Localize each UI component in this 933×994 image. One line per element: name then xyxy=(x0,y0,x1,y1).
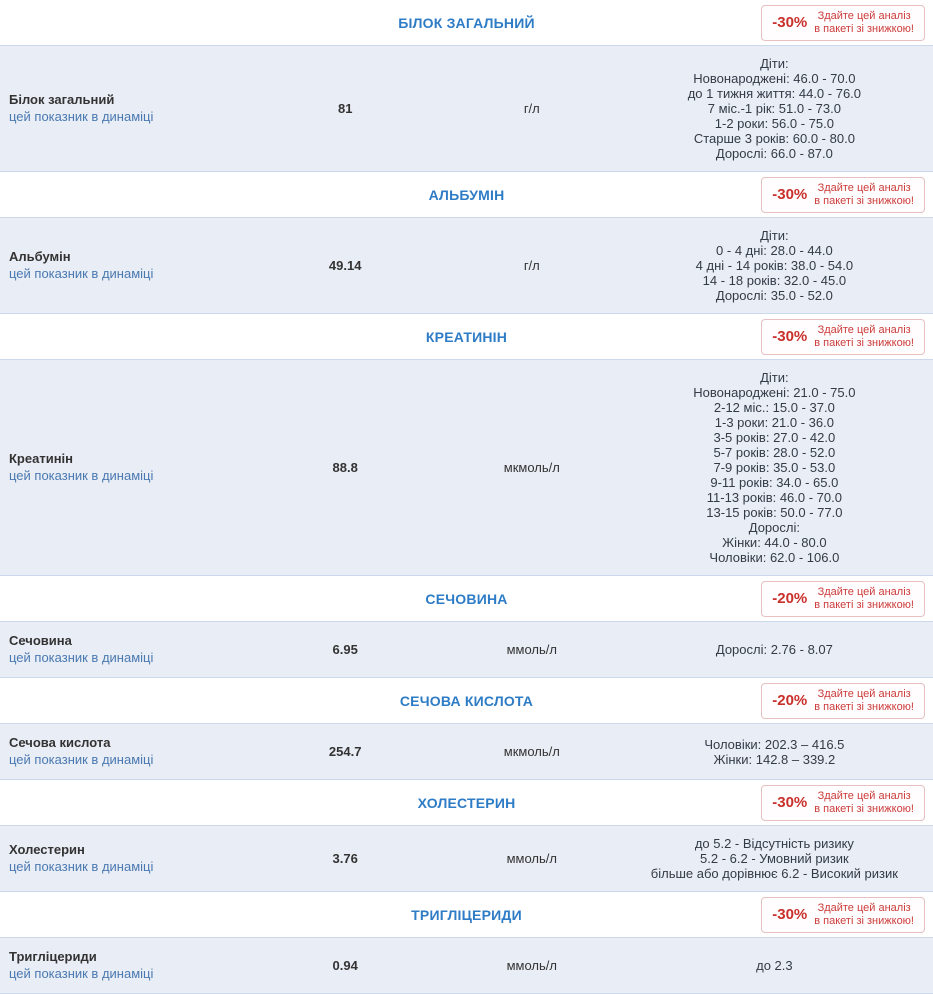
test-name-cell xyxy=(0,734,243,769)
reference-line: Старше 3 років: 60.0 - 80.0 xyxy=(693,131,855,146)
reference-line: Чоловіки: 202.3 – 416.5 xyxy=(704,736,845,752)
promo-line-1: Здайте цей аналіз xyxy=(817,323,911,336)
promo-line-2: в пакеті зі знижкою! xyxy=(814,598,914,611)
promo-line-2: в пакеті зі знижкою! xyxy=(814,700,914,713)
section-title: ХОЛЕСТЕРИН xyxy=(417,794,516,811)
promo-line-2: в пакеті зі знижкою! xyxy=(814,914,914,927)
section-title: АЛЬБУМІН xyxy=(428,186,505,203)
reference-line: 7-9 років: 35.0 - 53.0 xyxy=(713,460,836,475)
reference-line: Діти: xyxy=(760,56,789,71)
reference-line: Жінки: 142.8 – 339.2 xyxy=(713,751,836,767)
result-value: 0.94 xyxy=(332,958,358,973)
reference-line: Жінки: 44.0 - 80.0 xyxy=(722,535,827,550)
reference-line: 5.2 - 6.2 - Умовний ризик xyxy=(700,851,849,866)
test-name-cell xyxy=(0,948,243,983)
result-unit: мкмоль/л xyxy=(503,460,560,475)
result-row xyxy=(0,937,933,994)
reference-line: Діти: xyxy=(760,370,789,385)
reference-line: до 5.2 - Відсутність ризику xyxy=(694,836,854,851)
result-unit: мкмоль/л xyxy=(503,744,560,759)
section-title: СЕЧОВИНА xyxy=(425,590,508,607)
promo-line-2: в пакеті зі знижкою! xyxy=(814,194,914,207)
promo-text xyxy=(814,10,914,36)
section-title: БІЛОК ЗАГАЛЬНИЙ xyxy=(398,14,535,31)
section-header xyxy=(0,678,933,723)
result-row xyxy=(0,621,933,678)
promo-text xyxy=(814,324,914,350)
reference-range xyxy=(616,958,933,973)
promo-line-2: в пакеті зі знижкою! xyxy=(814,22,914,35)
reference-line: Чоловіки: 62.0 - 106.0 xyxy=(709,550,840,565)
result-value: 88.8 xyxy=(332,460,358,475)
promo-line-1: Здайте цей аналіз xyxy=(817,687,911,700)
reference-line: до 2.3 xyxy=(756,958,793,973)
section-header xyxy=(0,172,933,217)
analysis-section-uric-acid xyxy=(0,678,933,780)
analysis-section-cholesterol xyxy=(0,780,933,892)
reference-line: 2-12 міс.: 15.0 - 37.0 xyxy=(713,400,835,415)
test-name: Сечова кислота xyxy=(9,735,111,750)
analysis-section-creatinine xyxy=(0,314,933,576)
reference-line: Новонароджені: 46.0 - 70.0 xyxy=(693,71,856,86)
reference-line: 14 - 18 років: 32.0 - 45.0 xyxy=(702,273,847,288)
reference-line: Дорослі: 2.76 - 8.07 xyxy=(715,642,833,657)
reference-line: Дорослі: xyxy=(748,520,800,535)
reference-range xyxy=(616,370,933,565)
promo-text xyxy=(814,790,914,816)
result-unit: ммоль/л xyxy=(506,642,557,657)
reference-range xyxy=(616,737,933,767)
dynamics-link[interactable]: цей показник в динаміці xyxy=(9,752,154,767)
reference-line: Дорослі: 66.0 - 87.0 xyxy=(715,146,833,161)
discount-value: -30% xyxy=(772,794,808,811)
result-value: 6.95 xyxy=(332,642,358,657)
reference-line: Дорослі: 35.0 - 52.0 xyxy=(715,288,833,303)
analysis-section-albumin xyxy=(0,172,933,314)
reference-range xyxy=(616,836,933,881)
test-name: Холестерин xyxy=(9,842,85,857)
promo-text xyxy=(814,586,914,612)
result-value: 81 xyxy=(337,101,353,116)
reference-line: 7 міс.-1 рік: 51.0 - 73.0 xyxy=(707,101,841,116)
discount-value: -30% xyxy=(772,328,808,345)
reference-line: 13-15 років: 50.0 - 77.0 xyxy=(706,505,843,520)
test-name-cell xyxy=(0,248,243,283)
section-header xyxy=(0,0,933,45)
promo-text xyxy=(814,902,914,928)
section-header xyxy=(0,892,933,937)
result-value: 49.14 xyxy=(328,258,362,273)
promo-text xyxy=(814,182,914,208)
test-name-cell xyxy=(0,632,243,667)
discount-badge[interactable] xyxy=(761,683,925,719)
promo-line-2: в пакеті зі знижкою! xyxy=(814,802,914,815)
dynamics-link[interactable]: цей показник в динаміці xyxy=(9,266,154,281)
test-name-cell xyxy=(0,91,243,126)
test-name: Сечовина xyxy=(9,633,72,648)
analysis-section-triglycerides xyxy=(0,892,933,994)
discount-badge[interactable] xyxy=(761,897,925,933)
promo-line-1: Здайте цей аналіз xyxy=(817,789,911,802)
result-value: 3.76 xyxy=(332,851,358,866)
promo-line-1: Здайте цей аналіз xyxy=(817,9,911,22)
section-header xyxy=(0,576,933,621)
dynamics-link[interactable]: цей показник в динаміці xyxy=(9,468,154,483)
result-unit: г/л xyxy=(523,258,540,273)
test-name: Креатинін xyxy=(9,451,74,466)
reference-line: 0 - 4 дні: 28.0 - 44.0 xyxy=(716,243,833,258)
reference-line: 3-5 років: 27.0 - 42.0 xyxy=(713,430,836,445)
result-unit: ммоль/л xyxy=(506,958,557,973)
section-title: СЕЧОВА КИСЛОТА xyxy=(399,692,534,709)
discount-value: -30% xyxy=(772,906,808,923)
reference-line: до 1 тижня життя: 44.0 - 76.0 xyxy=(687,86,862,101)
discount-badge[interactable] xyxy=(761,319,925,355)
reference-line: 9-11 років: 34.0 - 65.0 xyxy=(710,475,839,490)
test-name: Тригліцериди xyxy=(9,949,97,964)
discount-badge[interactable] xyxy=(761,5,925,41)
result-unit: ммоль/л xyxy=(506,851,557,866)
dynamics-link[interactable]: цей показник в динаміці xyxy=(9,650,154,665)
reference-line: Діти: xyxy=(760,228,789,243)
result-row xyxy=(0,723,933,780)
reference-line: 1-3 роки: 21.0 - 36.0 xyxy=(714,415,834,430)
section-header xyxy=(0,780,933,825)
discount-value: -20% xyxy=(772,692,808,709)
result-row xyxy=(0,217,933,314)
discount-value: -30% xyxy=(772,186,808,203)
dynamics-link[interactable]: цей показник в динаміці xyxy=(9,859,154,874)
reference-range xyxy=(616,228,933,303)
promo-line-1: Здайте цей аналіз xyxy=(817,585,911,598)
result-value: 254.7 xyxy=(328,744,362,759)
reference-range xyxy=(616,56,933,161)
reference-line: більше або дорівнює 6.2 - Високий ризик xyxy=(650,866,898,881)
test-name: Альбумін xyxy=(9,249,71,264)
reference-line: Новонароджені: 21.0 - 75.0 xyxy=(693,385,856,400)
reference-range xyxy=(616,642,933,657)
reference-line: 4 дні - 14 років: 38.0 - 54.0 xyxy=(695,258,854,273)
test-name-cell xyxy=(0,841,243,876)
dynamics-link[interactable]: цей показник в динаміці xyxy=(9,109,154,124)
discount-badge[interactable] xyxy=(761,177,925,213)
analysis-section-urea xyxy=(0,576,933,678)
result-row xyxy=(0,359,933,576)
test-name: Білок загальний xyxy=(9,92,115,107)
reference-line: 1-2 роки: 56.0 - 75.0 xyxy=(714,116,834,131)
discount-value: -20% xyxy=(772,590,808,607)
discount-value: -30% xyxy=(772,14,808,31)
promo-text xyxy=(814,688,914,714)
result-row xyxy=(0,45,933,172)
promo-line-1: Здайте цей аналіз xyxy=(817,901,911,914)
result-row xyxy=(0,825,933,892)
analysis-section-total-protein xyxy=(0,0,933,172)
section-header xyxy=(0,314,933,359)
promo-line-1: Здайте цей аналіз xyxy=(817,181,911,194)
result-unit: г/л xyxy=(523,101,540,116)
reference-line: 5-7 років: 28.0 - 52.0 xyxy=(713,445,836,460)
promo-line-2: в пакеті зі знижкою! xyxy=(814,336,914,349)
discount-badge[interactable] xyxy=(761,785,925,821)
dynamics-link[interactable]: цей показник в динаміці xyxy=(9,966,154,981)
section-title: КРЕАТИНІН xyxy=(425,328,508,345)
section-title: ТРИГЛІЦЕРИДИ xyxy=(411,906,522,923)
discount-badge[interactable] xyxy=(761,581,925,617)
test-name-cell xyxy=(0,450,243,485)
reference-line: 11-13 років: 46.0 - 70.0 xyxy=(706,490,842,505)
